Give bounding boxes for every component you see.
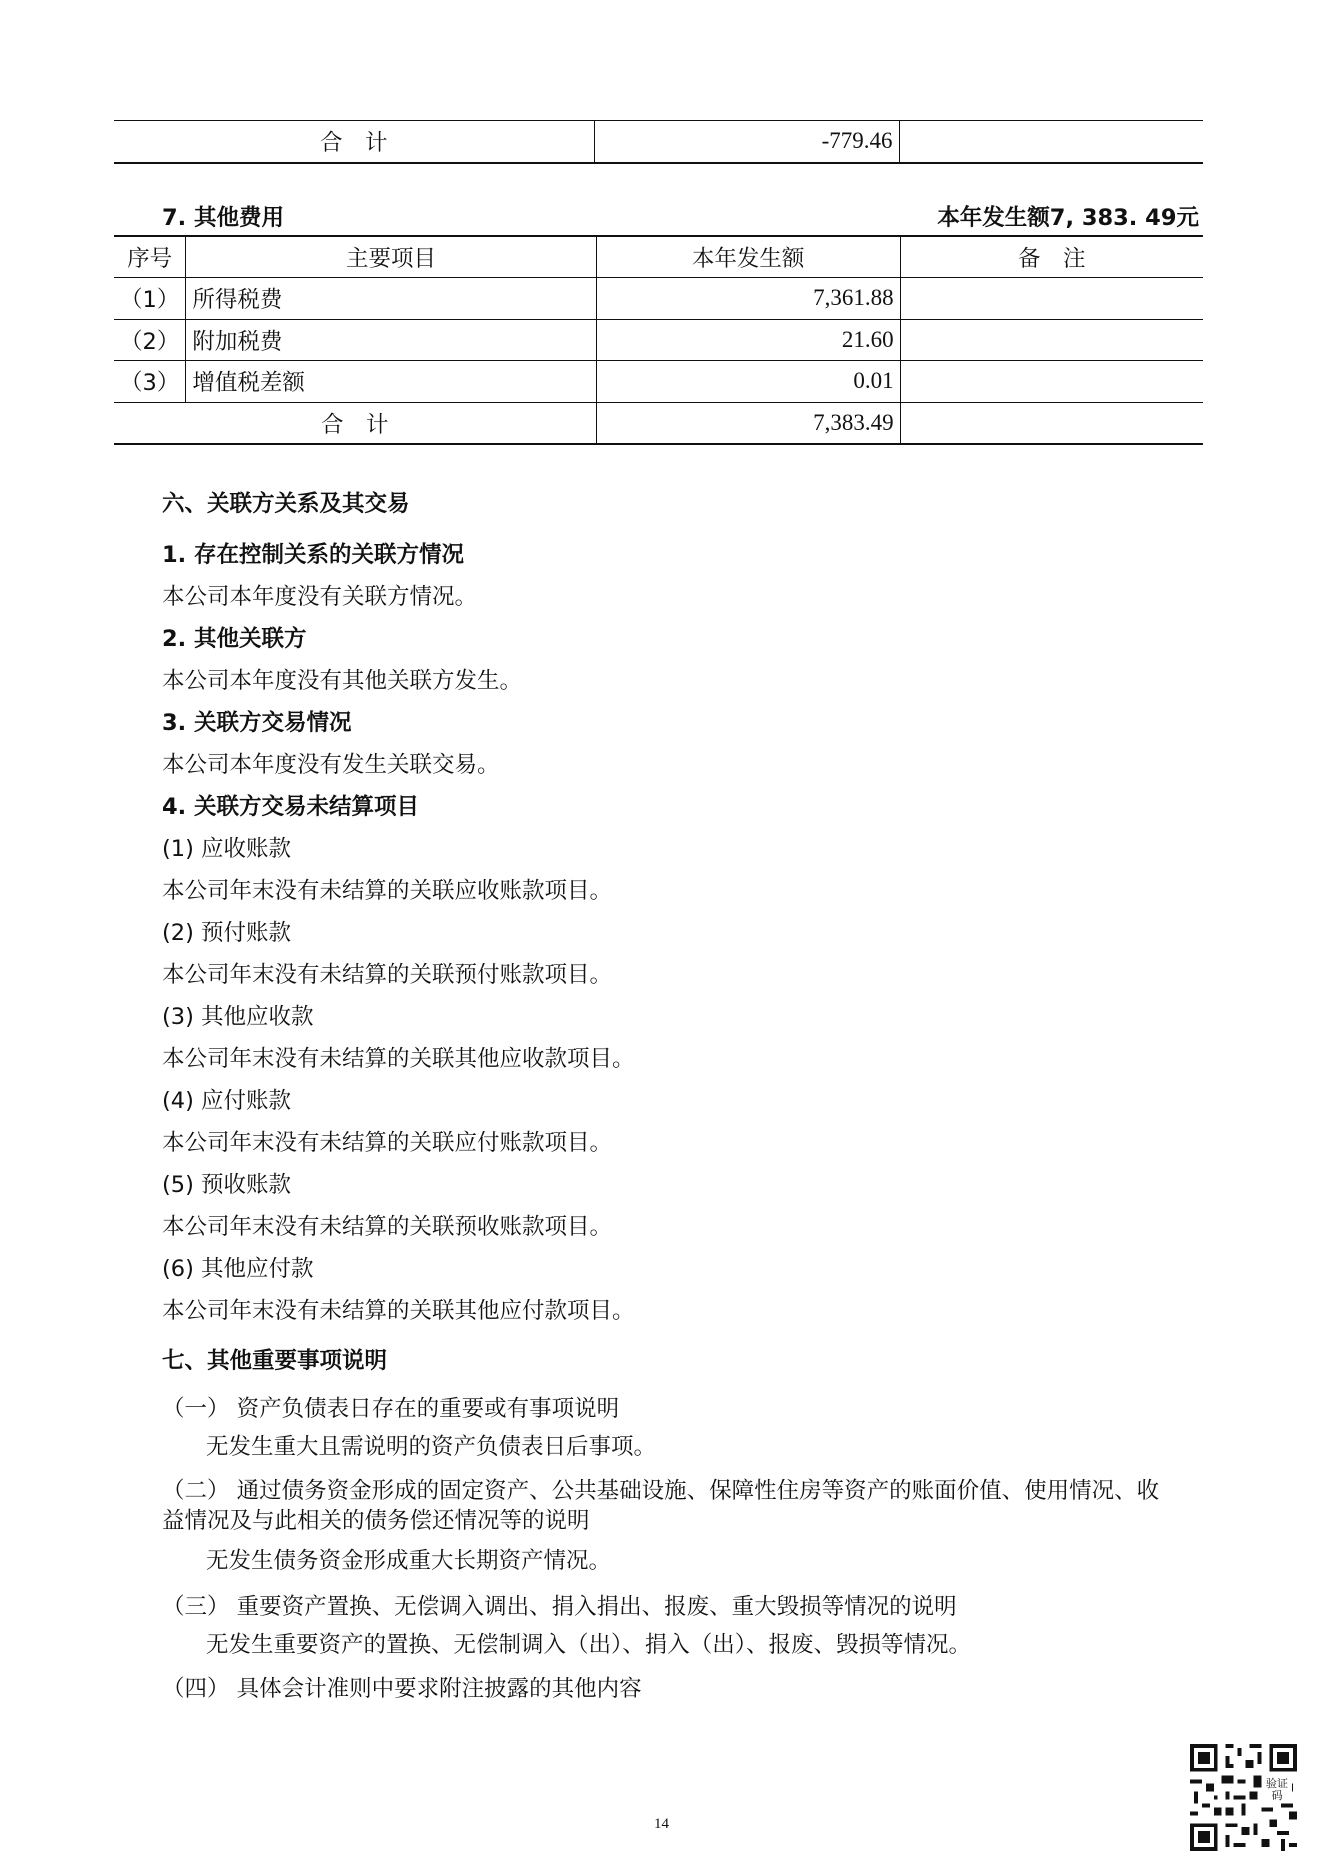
total-label: 合 计 xyxy=(319,130,388,157)
row-item: 附加税费 xyxy=(186,319,596,361)
s4-title: 4. 关联方交易未结算项目 xyxy=(162,794,420,820)
s3-title: 3. 关联方交易情况 xyxy=(162,710,352,736)
total-label: 合 计 xyxy=(321,411,389,438)
s2-text: 本公司本年度没有其他关联方发生。 xyxy=(162,668,523,694)
row-amount: 7,361.88 xyxy=(596,278,900,320)
section-7-other-title: 七、其他重要事项说明 xyxy=(162,1348,388,1374)
s2-title: 2. 其他关联方 xyxy=(162,626,307,652)
s1-text: 本公司本年度没有关联方情况。 xyxy=(162,584,478,610)
row-item: 所得税费 xyxy=(186,278,596,320)
row-item: 增值税差额 xyxy=(186,361,596,403)
section-7-title: 7. 其他费用 xyxy=(162,205,285,231)
s3-text: 本公司本年度没有发生关联交易。 xyxy=(162,752,500,778)
page-number: 14 xyxy=(654,1816,669,1832)
item-text: 本公司年末没有未结算的关联其他应付款项目。 xyxy=(162,1298,635,1324)
row-note xyxy=(900,278,1203,320)
section-6-title: 六、关联方关系及其交易 xyxy=(162,491,410,517)
item-label: (4) 应付账款 xyxy=(162,1088,292,1114)
row-note xyxy=(900,319,1203,361)
other-c-title: （三） 重要资产置换、无偿调入调出、捐入捐出、报废、重大毁损等情况的说明 xyxy=(162,1594,957,1620)
section-7-header xyxy=(114,198,1203,230)
table-row xyxy=(114,361,1203,403)
item-text: 本公司年末没有未结算的关联其他应收款项目。 xyxy=(162,1046,635,1072)
table-total-row xyxy=(114,402,1203,444)
table-row xyxy=(114,319,1203,361)
total-note xyxy=(899,121,1203,163)
item-label: (2) 预付账款 xyxy=(162,920,292,946)
item-text: 本公司年末没有未结算的关联预收账款项目。 xyxy=(162,1214,613,1240)
qr-label: 验证码 xyxy=(1262,1778,1292,1802)
row-no: （2） xyxy=(114,319,186,361)
row-note xyxy=(900,361,1203,403)
section-7-amount: 本年发生额7, 383. 49元 xyxy=(937,205,1199,231)
item-text: 本公司年末没有未结算的关联预付账款项目。 xyxy=(162,962,613,988)
other-expenses-table xyxy=(114,235,1203,445)
item-label: (5) 预收账款 xyxy=(162,1172,292,1198)
other-c-text: 无发生重要资产的置换、无偿制调入（出）、捐入（出）、报废、毁损等情况。 xyxy=(206,1632,972,1658)
s1-title: 1. 存在控制关系的关联方情况 xyxy=(162,542,465,568)
item-text: 本公司年末没有未结算的关联应付账款项目。 xyxy=(162,1130,613,1156)
previous-table-total xyxy=(114,120,1203,164)
total-value: 7,383.49 xyxy=(596,402,900,444)
header-amount: 本年发生额 xyxy=(596,236,900,278)
item-label: (6) 其他应付款 xyxy=(162,1256,314,1282)
row-no: （3） xyxy=(114,361,186,403)
header-note: 备 注 xyxy=(900,236,1203,278)
other-a-title: （一） 资产负债表日存在的重要或有事项说明 xyxy=(162,1396,620,1422)
table-header-row xyxy=(114,236,1203,278)
row-no: （1） xyxy=(114,278,186,320)
header-no: 序号 xyxy=(114,236,186,278)
other-b-title-2: 益情况及与此相关的债务偿还情况等的说明 xyxy=(162,1508,590,1534)
other-b-text: 无发生债务资金形成重大长期资产情况。 xyxy=(206,1548,612,1574)
row-amount: 0.01 xyxy=(596,361,900,403)
item-label: (1) 应收账款 xyxy=(162,836,292,862)
header-item: 主要项目 xyxy=(186,236,596,278)
item-label: (3) 其他应收款 xyxy=(162,1004,314,1030)
other-b-title-1: （二） 通过债务资金形成的固定资产、公共基础设施、保障性住房等资产的账面价值、使用情况、收 xyxy=(162,1478,1160,1504)
total-value: -779.46 xyxy=(594,121,899,163)
item-text: 本公司年末没有未结算的关联应收账款项目。 xyxy=(162,878,613,904)
table-row xyxy=(114,278,1203,320)
row-amount: 21.60 xyxy=(596,319,900,361)
other-d-title: （四） 具体会计准则中要求附注披露的其他内容 xyxy=(162,1676,642,1702)
total-note xyxy=(900,402,1203,444)
other-a-text: 无发生重大且需说明的资产负债表日后事项。 xyxy=(206,1434,657,1460)
